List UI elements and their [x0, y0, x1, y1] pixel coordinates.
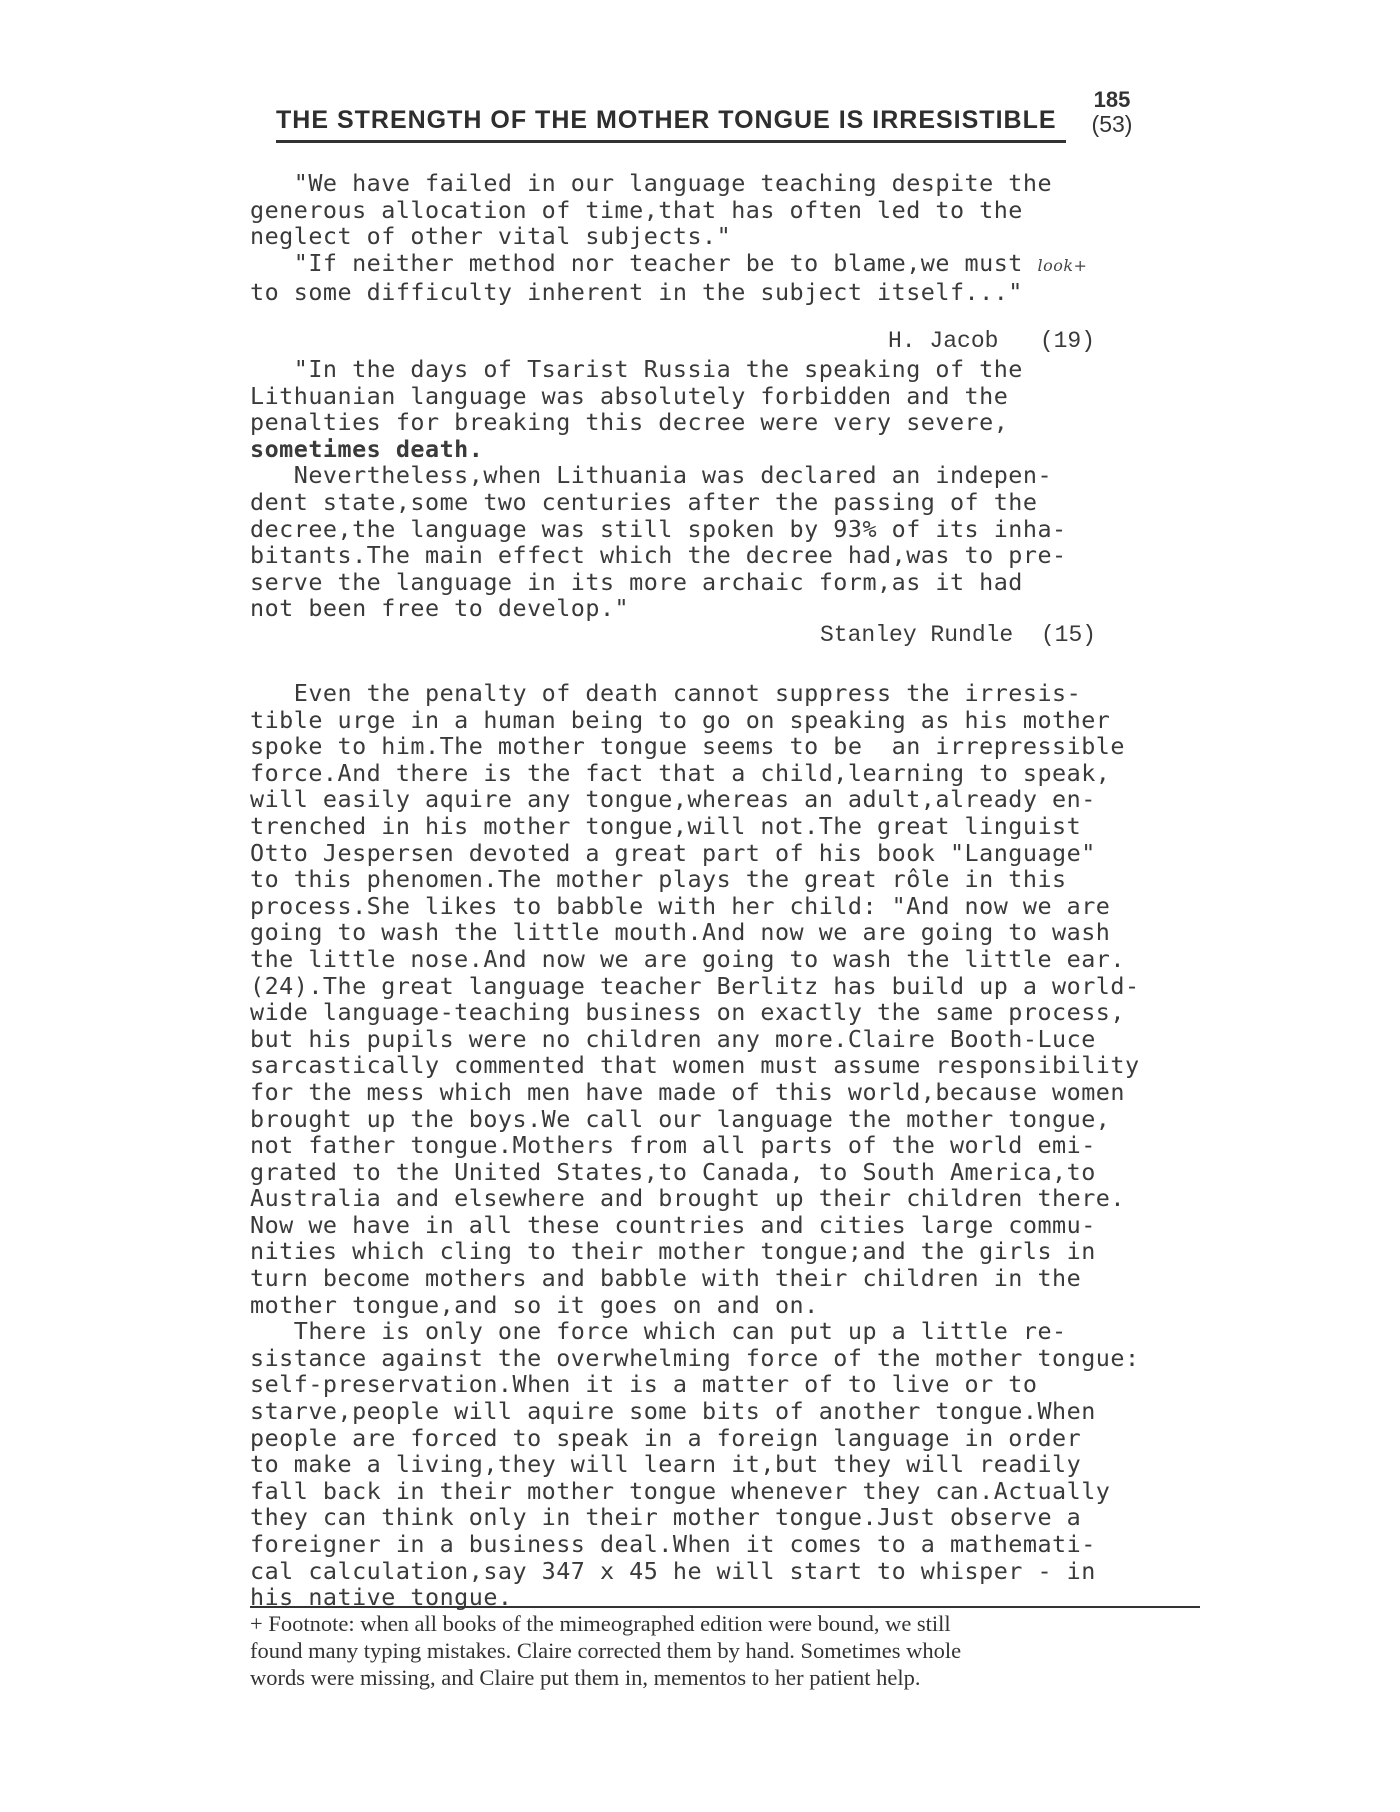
attribution-jacob: H. Jacob (19)	[888, 328, 1096, 354]
handwritten-insert: look+	[1037, 255, 1088, 275]
footnote: + Footnote: when all books of the mimeographed edition were bound, we still found many typing mistakes. Claire corrected them by hand. Sometimes whole words were missing, and Claire put them in, mementos to her patient help.	[250, 1606, 1200, 1691]
page-number	[1082, 88, 1142, 136]
quote-jacob-text: "We have failed in our language teaching despite the generous allocation of time,that has often led to the neglect of other vital subjects." "If neither method nor teacher be to blame,we must	[250, 169, 1053, 277]
page-number-alt: (53)	[1091, 111, 1133, 137]
page-number-main: 185	[1093, 87, 1131, 112]
quote-rundle-text-end: Nevertheless,when Lithuania was declared an indepen- dent state,some two centuries after the passing of the decree,the language was still spoken by 93% of its inha- bitants.The main effect which the decree had,was to pre- serve the language in its more archaic form,as it had not been free to develop."	[250, 461, 1067, 623]
quote-rundle-bold: sometimes death.	[250, 434, 484, 463]
quote-rundle	[250, 356, 1067, 622]
quote-jacob-text-end: to some difficulty inherent in the subject itself..."	[250, 278, 1023, 307]
quote-rundle-text: "In the days of Tsarist Russia the speaking of the Lithuanian language was absolutely forbidden and the penalties for breaking this decree were very severe,	[250, 355, 1023, 437]
page-header-title: THE STRENGTH OF THE MOTHER TONGUE IS IRRESISTIBLE	[276, 104, 1066, 143]
quote-jacob	[250, 170, 1087, 306]
attribution-rundle: Stanley Rundle (15)	[820, 622, 1097, 648]
body-text: Even the penalty of death cannot suppress the irresis- tible urge in a human being to go on speaking as his mother spoke to him.The mother tongue seems to be an irrepressible force.And there is the fact that a child,learning to speak, will easily aquire any tongue,whereas an adult,already en- trenched in his mother tongue,will not.The great linguist Otto Jespersen devoted a great part of his book "Language" to this phenomen.The mother plays the great rôle in this process.She likes to babble with her child: "And now we are going to wash the little mouth.And now we are going to wash the little nose.And now we are going to wash the little ear. (24).The great language teacher Berlitz has build up a world- wide language-teaching business on exactly the same process, but his pupils were no children any more.Claire Booth-Luce sarcastically commented that women must assume responsibility for the mess which men have made of this world,because women brought up the boys.We call our language the mother tongue, not father tongue.Mothers from all parts of the world emi- grated to the United States,to Canada, to South America,to Australia and elsewhere and brought up their children there. Now we have in all these countries and cities large commu- nities which cling to their mother tongue;and the girls in turn become mothers and babble with their children in the mother tongue,and so it goes on and on. There is only one force which can put up a little re- sistance against the overwhelming force of the mother tongue: self-preservation.When it is a matter of to live or to starve,people will aquire some bits of another tongue.When people are forced to speak in a foreign language in order to make a living,they will learn it,but they will readily fall back in their mother tongue whenever they can.Actually they can think only in their mother tongue.Just observe a foreigner in a business deal.When it comes to a mathemati- cal calculation,say 347 x 45 he will start to whisper - in his native tongue.	[250, 679, 1140, 1612]
